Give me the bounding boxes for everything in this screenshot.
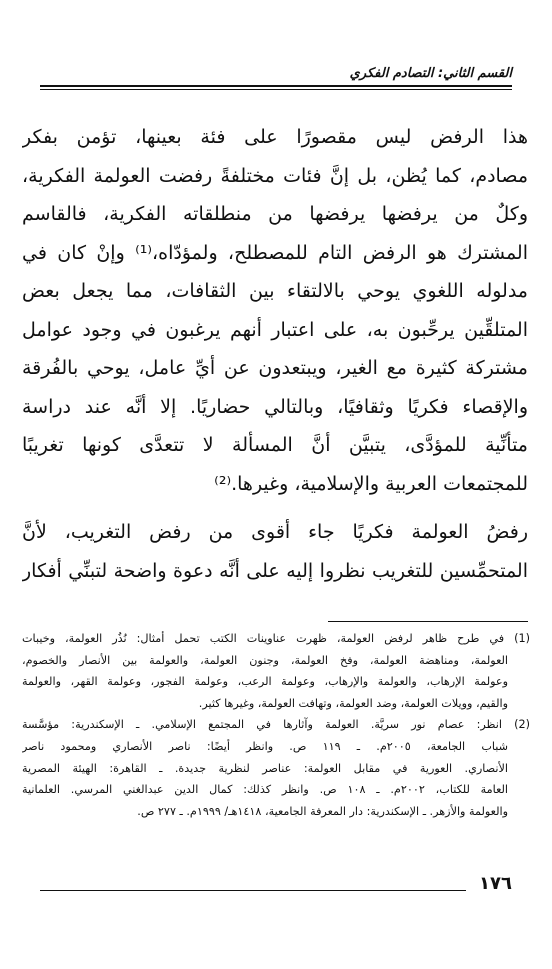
- body-line: المتحمِّسين للتغريب نظروا إليه على أنَّه دعوة واضحة لتبنِّي أفكار: [22, 559, 528, 582]
- running-header: القسم الثاني: التصادم الفكري: [349, 66, 512, 81]
- footnote-line: (2) انظر: عصام نور سريَّة. العولمة وآثارها في المجتمع الإسلامي. ـ الإسكندرية: مؤسَّسة: [22, 718, 530, 732]
- body-line: مصادم، كما يُظن، بل إنَّ فئات مختلفةً رفضت العولمة الفكرية،: [22, 164, 528, 187]
- footnote-line: شباب الجامعة، ٢٠٠٥م. ـ ١١٩ ص. وانظر أيضًا: ناصر الأنصاري ومحمود ناصر: [22, 739, 509, 753]
- page-number: ١٧٦: [479, 873, 512, 894]
- footnote-line: العامة للكتاب، ٢٠٠٢م. ـ ١٠٨ ص. وانظر كذلك: كمال الدين عبدالغني المرسي. العلمانية: [22, 783, 509, 797]
- header-rule-thin: [40, 89, 512, 90]
- body-line: هذا الرفض ليس مقصورًا على فئة بعينها، تؤمن بفكر: [22, 126, 528, 148]
- footnote-line: وعولمة الإرهاب، والعولمة والإرهاب، وعولمة الرعب، وعولمة الفجور، وعولمة القهر، والعولمة: [22, 675, 508, 689]
- body-line: متأنِّية للمؤدَّى، يتبيَّن أنَّ المسألة لا تتعدَّى كونها تغريبًا: [22, 434, 528, 456]
- body-line: مشتركة كثيرة مع الغير، ويبتعدون عن أيِّ عامل، يوحي بالفُرقة: [22, 357, 528, 379]
- footnote-line: الأنصاري. العورية في مقابل العولمة: عناصر لنظرية جديدة. ـ القاهرة: الهيئة المصرية: [22, 761, 508, 775]
- body-line: المتلقِّين يرحِّبون به، على اعتبار أنهم يرغبون في وجود عوامل: [22, 318, 528, 341]
- footnote-line: والعولمة والأزهر. ـ الإسكندرية: دار المعرفة الجامعية، ١٤١٨هـ/ ١٩٩٩م. ـ ٢٧٧ ص.: [137, 804, 508, 818]
- body-line: للمجتمعات العربية والإسلامية، وغيرها.⁽²⁾: [214, 472, 528, 495]
- body-line: والإقصاء فكريًا وثقافيًا، وبالتالي حضاريًا. إلا أنَّه عند دراسة: [22, 395, 528, 418]
- footnote-line: (1) في طرح ظاهر لرفض العولمة، ظهرت عناوينات الكتب تحمل أمثال: نُذُر العولمة، وخيبات: [22, 632, 530, 645]
- footnote-separator: [328, 621, 528, 622]
- body-line: وكلٌ من يرفضها يرفضها من منطلقاته الفكرية، فالقاسم: [22, 203, 528, 225]
- body-line: رفضُ العولمة فكريًا جاء أقوى من رفض التغريب، لأنَّ: [22, 521, 528, 543]
- paragraph-gap: [22, 503, 528, 513]
- footnote-line: العولمة، ومناهضة العولمة، وفخ العولمة، وجنون العولمة، والعولمة بين الأنصار والخصوم،: [22, 653, 508, 667]
- header-rule: [40, 85, 512, 87]
- body-line: المشترك هو الرفض التام للمصطلح، ولمؤدّاه،⁽¹⁾ وإنْ كان في: [22, 241, 528, 264]
- footer-rule: [40, 890, 466, 891]
- body-text: [22, 118, 528, 590]
- footnotes: [22, 628, 530, 822]
- body-line: مدلوله اللغوي يوحي بالالتقاء بين الثقافات، مما يجعل بعض: [22, 280, 528, 302]
- footnote-line: والقيم، وويلات العولمة، وضد العولمة، وتهافت العولمة، وغيرها كثير.: [198, 696, 508, 710]
